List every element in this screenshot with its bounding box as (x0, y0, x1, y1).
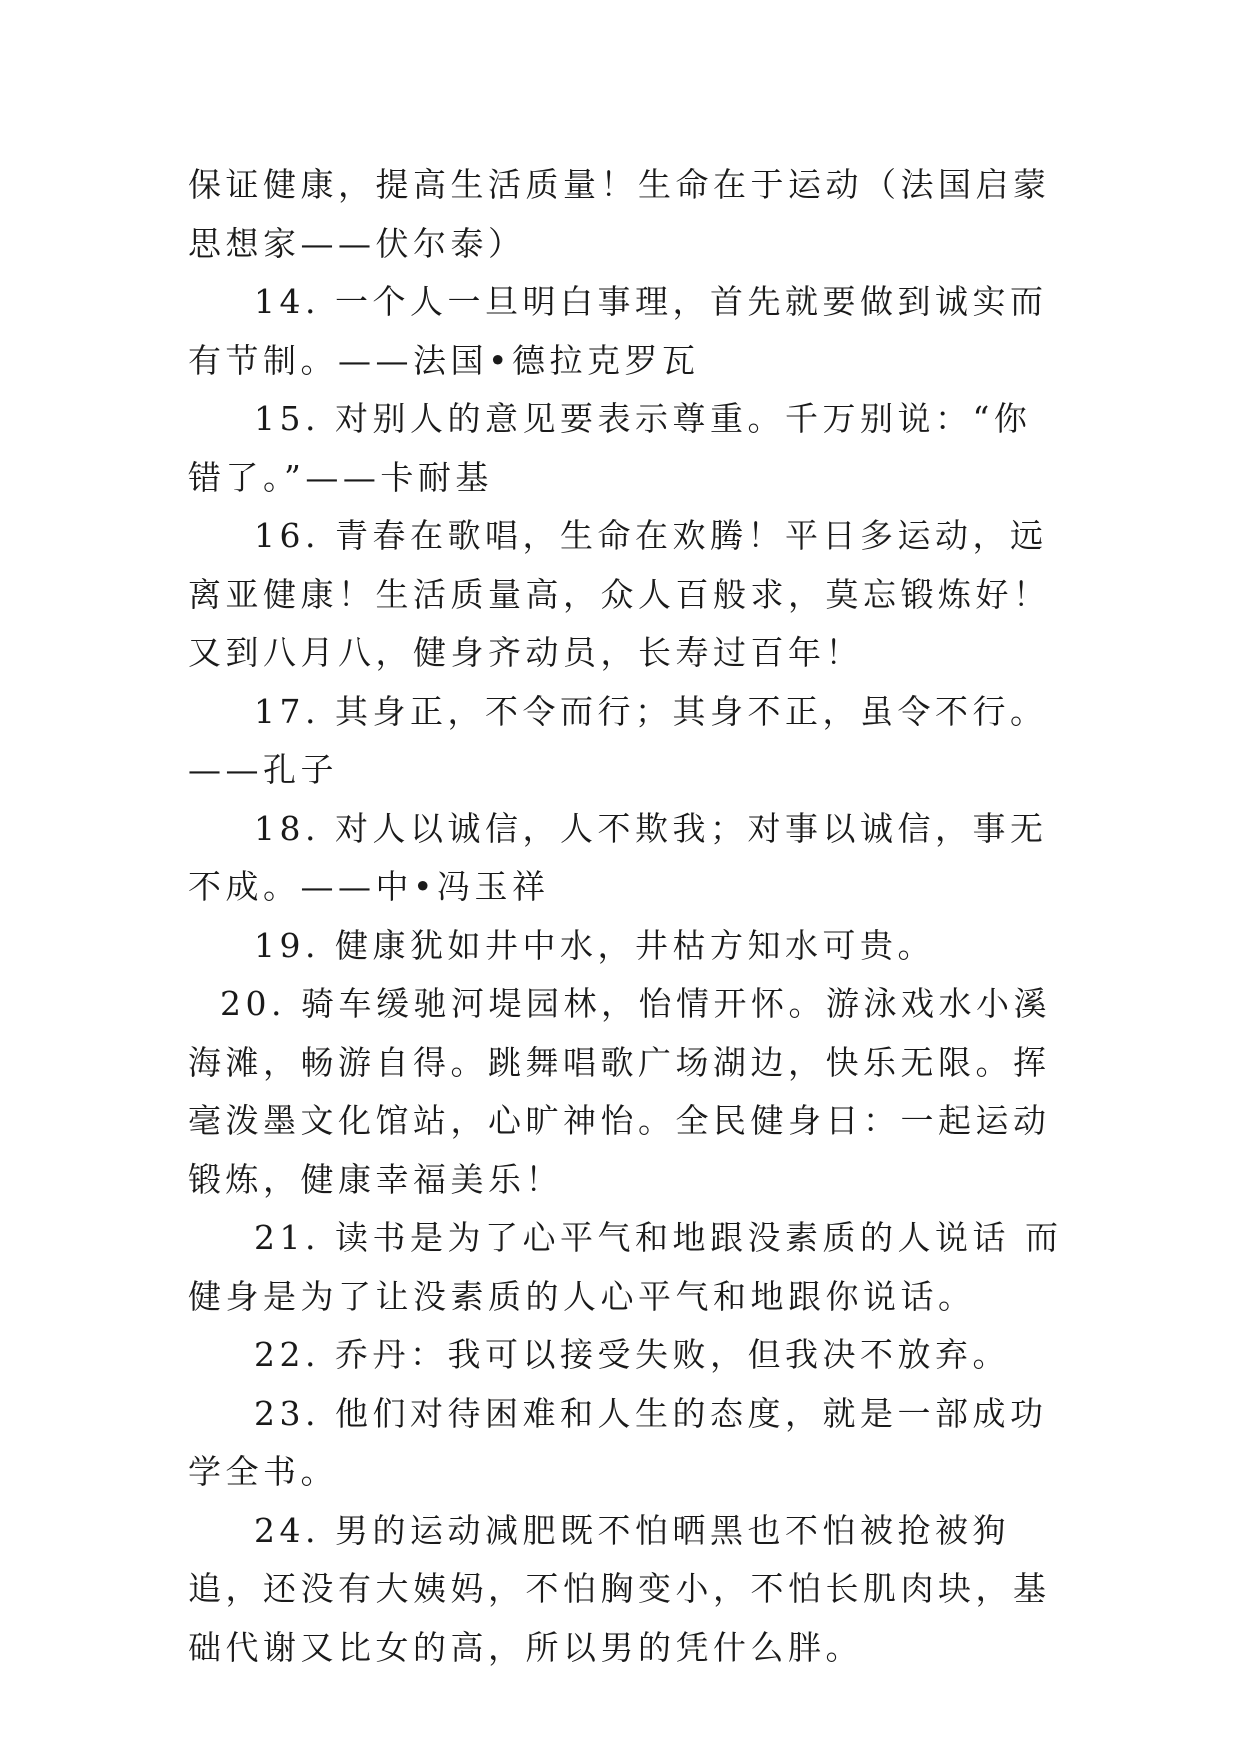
quote-24: 24. 男的运动减肥既不怕晒黑也不怕被抢被狗追，还没有大姨妈，不怕胸变小，不怕长肌肉块，基础代谢又比女的高，所以男的凭什么胖。 (188, 1510, 1051, 1667)
quote-21: 21. 读书是为了心平气和地跟没素质的人说话 而健身是为了让没素质的人心平气和地跟你说话。 (188, 1218, 1063, 1316)
quote-19: 19. 健康犹如井中水，井枯方知水可贵。 (254, 925, 935, 965)
document-body (188, 156, 1068, 1677)
paragraph-13-continuation: 保证健康，提高生活质量！生命在于运动（法国启蒙思想家——伏尔泰） (188, 165, 1051, 263)
quote-23: 23. 他们对待困难和人生的态度，就是一部成功学全书。 (188, 1393, 1048, 1491)
quote-17: 17. 其身正，不令而行；其身不正，虽令不行。——孔子 (188, 691, 1048, 789)
quote-14: 14. 一个人一旦明白事理，首先就要做到诚实而有节制。——法国•德拉克罗瓦 (188, 282, 1048, 380)
quote-20: 20. 骑车缓驰河堤园林，怡情开怀。游泳戏水小溪海滩，畅游自得。跳舞唱歌广场湖边，快乐无限。挥毫泼墨文化馆站，心旷神怡。全民健身日：一起运动锻炼，健康幸福美乐！ (188, 984, 1051, 1199)
quote-16: 16. 青春在歌唱，生命在欢腾！平日多运动，远离亚健康！生活质量高，众人百般求，莫忘锻炼好！又到八月八，健身齐动员，长寿过百年！ (188, 516, 1051, 672)
quote-18: 18. 对人以诚信，人不欺我；对事以诚信，事无不成。——中•冯玉祥 (188, 808, 1048, 906)
quote-15: 15. 对别人的意见要表示尊重。千万别说：“你错了。”——卡耐基 (188, 399, 1032, 497)
quote-22: 22. 乔丹：我可以接受失败，但我决不放弃。 (254, 1335, 1010, 1374)
